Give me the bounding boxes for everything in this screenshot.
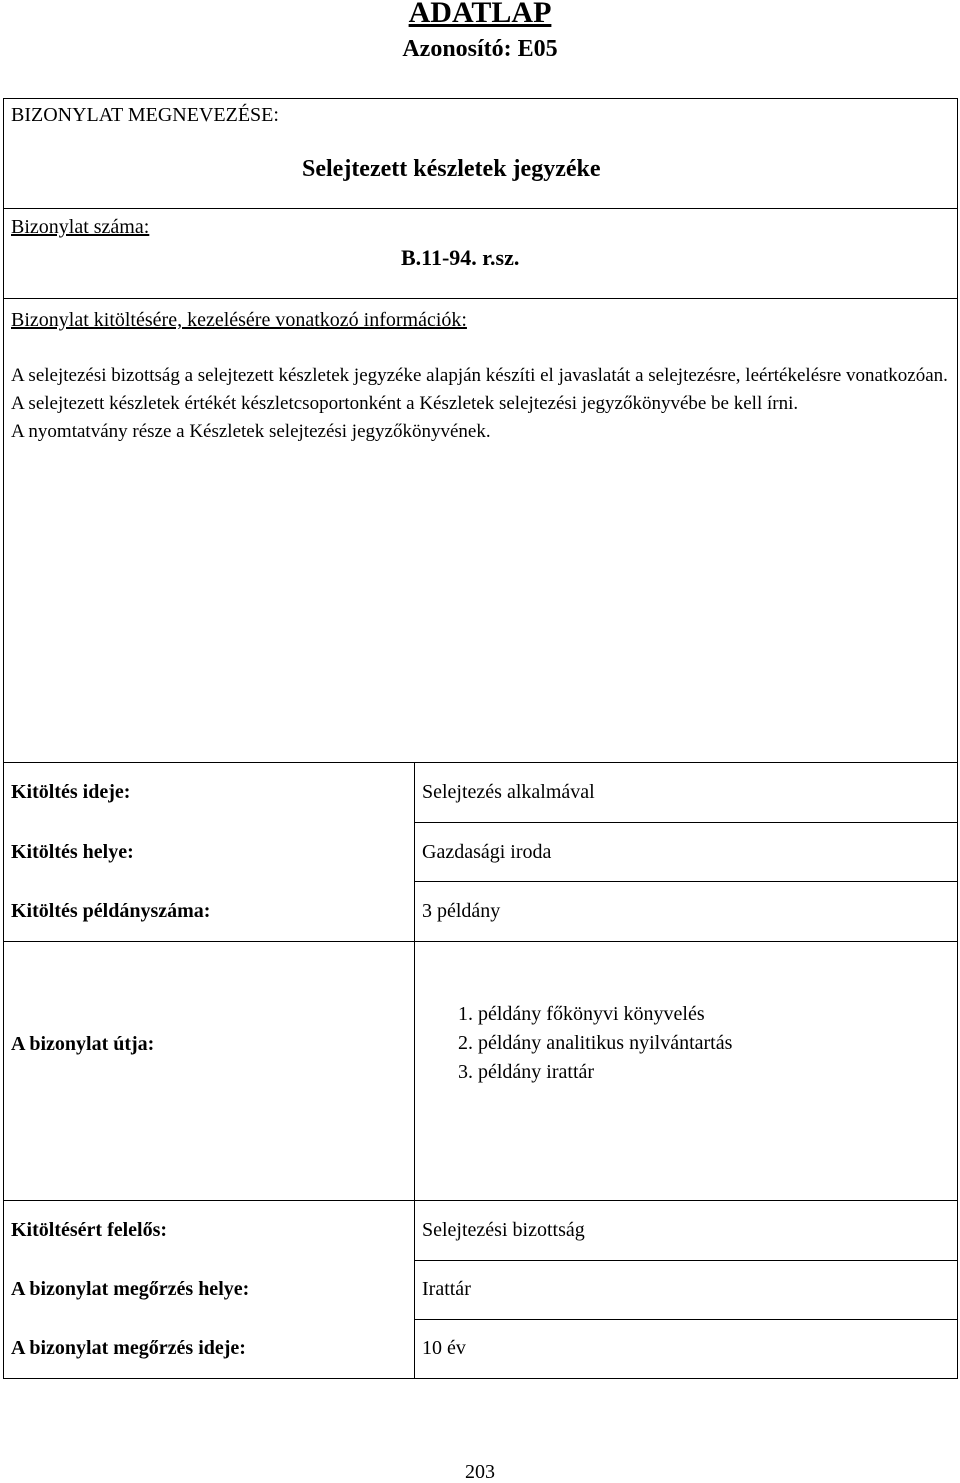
page-number: 203: [465, 1461, 495, 1483]
divider: [3, 298, 958, 299]
document-number-label: Bizonylat száma:: [11, 216, 150, 238]
fill-place-label: Kitöltés helye:: [11, 841, 134, 863]
column-divider: [414, 1200, 415, 1379]
divider: [3, 208, 958, 209]
document-name-value: Selejtezett készletek jegyzéke: [302, 156, 601, 182]
document-name-label: BIZONYLAT MEGNEVEZÉSE:: [11, 104, 279, 126]
info-paragraph: A nyomtatvány része a Készletek selejtezési jegyzőkönyvének.: [11, 421, 491, 442]
fill-time-value: Selejtezés alkalmával: [422, 781, 595, 803]
document-number-value: B.11-94. r.sz.: [401, 245, 520, 270]
responsible-value: Selejtezési bizottság: [422, 1219, 585, 1241]
divider: [414, 881, 958, 882]
route-label: A bizonylat útja:: [11, 1033, 155, 1055]
fill-place-value: Gazdasági iroda: [422, 841, 552, 863]
fill-copies-label: Kitöltés példányszáma:: [11, 900, 211, 922]
route-item: 2. példány analitikus nyilvántartás: [458, 1032, 733, 1054]
retention-place-value: Irattár: [422, 1278, 471, 1300]
retention-time-value: 10 év: [422, 1337, 466, 1359]
retention-place-label: A bizonylat megőrzés helye:: [11, 1278, 250, 1300]
column-divider: [414, 762, 415, 942]
info-heading: Bizonylat kitöltésére, kezelésére vonatkozó információk:: [11, 309, 467, 331]
responsible-label: Kitöltésért felelős:: [11, 1219, 168, 1241]
info-paragraph: A selejtezett készletek értékét készletcsoportonként a Készletek selejtezési jegyzőkönyvébe be kell írni.: [11, 393, 799, 414]
divider: [414, 822, 958, 823]
retention-time-label: A bizonylat megőrzés ideje:: [11, 1337, 246, 1359]
info-paragraph: A selejtezési bizottság a selejtezett készletek jegyzéke alapján készíti el javaslatát a selejtezésre, leértékelésre vonatkozóan.: [11, 365, 948, 386]
page-title: ADATLAP: [408, 0, 552, 29]
info-text: [11, 362, 951, 446]
route-item: 3. példány irattár: [458, 1061, 595, 1083]
fill-time-label: Kitöltés ideje:: [11, 781, 131, 803]
route-item: 1. példány főkönyvi könyvelés: [458, 1003, 705, 1025]
document-identifier: Azonosító: E05: [402, 36, 558, 62]
divider: [414, 1260, 958, 1261]
divider: [414, 1319, 958, 1320]
fill-copies-value: 3 példány: [422, 900, 501, 922]
route-list: [458, 1000, 732, 1087]
column-divider: [414, 941, 415, 1201]
